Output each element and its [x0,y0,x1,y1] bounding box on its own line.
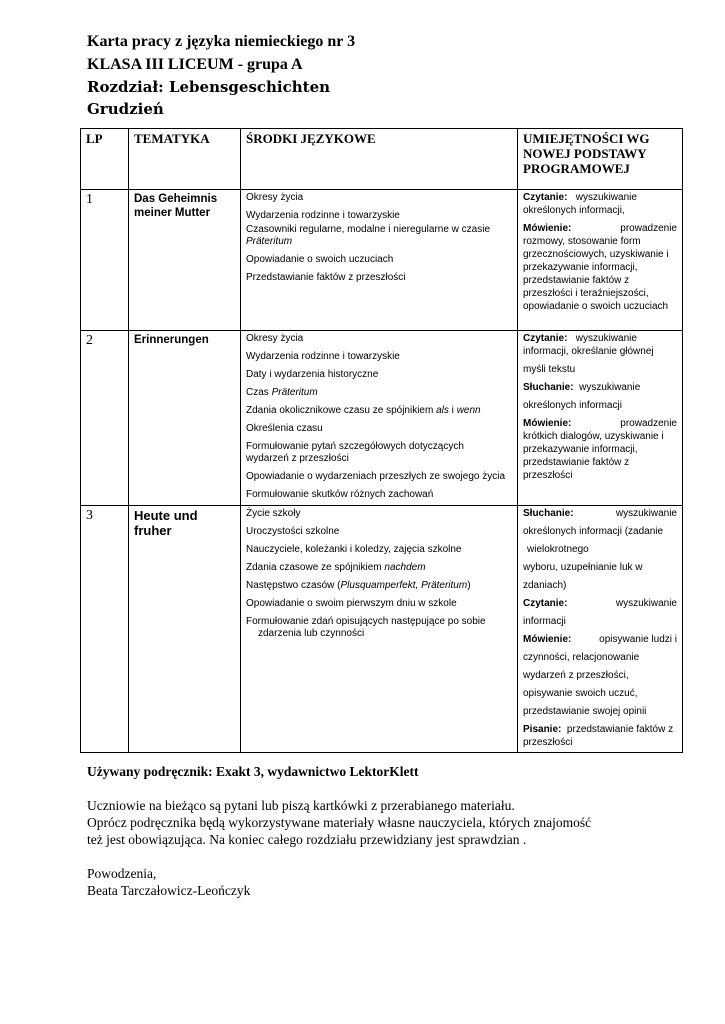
skill-text: wyszukiwanie [575,333,637,344]
list-item: Okresy życia [246,333,304,344]
skill-text: wyszukiwanie [615,508,677,519]
list-item [246,387,512,399]
skill-text: przedstawianie faktów z [566,724,674,735]
skill-line: opisywanie swoich uczuć, [523,688,638,699]
header-umiejetnosci [518,129,683,190]
skill-line: przedstawianie faktów z [523,457,630,468]
chapter-label: Rozdział: Lebensgeschichten [87,78,331,96]
list-item: Życie szkoły [246,508,301,519]
list-item-text: Zdania czasowe ze spójnikiem [246,562,382,573]
skill-line: określonych informacji, [523,205,625,216]
row-topic [129,506,241,753]
list-item [246,562,512,574]
table-header-row [81,129,683,190]
list-item: Opowiadanie o wydarzeniach przeszłych ze swojego życia [246,471,506,482]
skill-text: wyszukiwanie [575,192,637,203]
skill-line [523,508,677,520]
list-item [246,224,512,248]
topic-line: Erinnerungen [134,334,209,346]
row-skills [518,190,683,331]
curriculum-table [80,128,683,753]
list-item: Opowiadanie o swoich uczuciach [246,254,394,265]
list-item: Daty i wydarzenia historyczne [246,369,379,380]
list-item-italic: wenn [456,405,481,416]
skill-line: przeszłości [523,470,573,481]
skill-line: informacji [523,616,566,627]
list-item: Przedstawianie faktów z przeszłości [246,272,406,283]
list-item-italic: nachdem [384,562,426,573]
list-item-italic: Präteritum [246,236,293,247]
header-umiejetnosci-line: NOWEJ PODSTAWY [523,146,647,161]
list-item: Formułowanie skutków różnych zachowań [246,489,434,500]
row-language-means [241,506,518,753]
skill-line: wielokrotnego [527,544,589,555]
skill-line: przedstawianie swojej opinii [523,706,647,717]
list-item: Nauczyciele, koleżanki i koledzy, zajęcia szkolne [246,544,462,555]
class-label: KLASA III LICEUM - grupa A [87,56,303,73]
worksheet-title: Karta pracy z języka niemieckiego nr 3 [87,33,356,50]
textbook-line: Używany podręcznik: Exakt 3, wydawnictwo LektorKlett [87,764,419,779]
header-lp: LP [81,129,129,190]
list-item-text: i [451,405,454,416]
row-number: 1 [81,190,129,331]
skill-line: przekazywanie informacji, [523,262,638,273]
list-item-text: Czasowniki regularne, modalne i nieregularne w czasie [246,224,491,235]
skill-label-mowienie: Mówienie: [523,223,572,234]
skill-text: wyszukiwanie [615,598,677,609]
table-row [81,331,683,506]
skill-label-sluchanie: Słuchanie: [523,382,574,393]
skill-line [523,333,677,345]
signature: Beata Tarczałowicz-Leończyk [87,883,251,898]
skill-label-czytanie: Czytanie: [523,192,568,203]
skill-line [523,382,677,394]
skill-line: zdaniach) [523,580,567,591]
row-skills [518,506,683,753]
header-tematyka: TEMATYKA [129,129,241,190]
topic-line: Heute und [134,508,198,523]
info-paragraph-line: Oprócz podręcznika będą wykorzystywane materiały własne nauczyciela, których znajomość [87,815,592,830]
skill-label-mowienie: Mówienie: [523,634,572,645]
list-item [246,580,512,592]
list-item: Określenia czasu [246,423,323,434]
skill-line [523,192,677,204]
skill-line: grzecznościowych, uzyskiwanie i [523,249,669,260]
list-item-text: wydarzeń z przeszłości [246,453,349,464]
skill-line: informacji, określanie głównej [523,346,654,357]
header-srodki: ŚRODKI JĘZYKOWE [241,129,518,190]
table-row [81,190,683,331]
skill-line [523,724,677,736]
skill-text: prowadzenie [620,223,677,234]
row-topic [129,331,241,506]
list-item: Okresy życia [246,192,304,203]
greeting: Powodzenia, [87,866,157,881]
skill-line: wyboru, uzupełnianie luk w [523,562,643,573]
list-item: Wydarzenia rodzinne i towarzyskie [246,210,400,221]
list-item-italic: Präteritum [271,387,318,398]
skill-line: określonych informacji [523,400,622,411]
row-number: 2 [81,331,129,506]
skill-line: wydarzeń z przeszłości, [523,670,629,681]
list-item-italic: als [436,405,449,416]
skill-text: opisywanie ludzi i [599,634,677,645]
skill-label-czytanie: Czytanie: [523,333,568,344]
skill-line: rozmowy, stosowanie form [523,236,641,247]
skill-line [523,598,677,610]
row-language-means [241,190,518,331]
skill-label-mowienie: Mówienie: [523,418,572,429]
skill-line: myśli tekstu [523,364,576,375]
skill-line [523,634,677,646]
topic-line: Das Geheimnis [134,193,218,205]
skill-line: przeszłości [523,737,573,748]
info-paragraph-line: Uczniowie na bieżąco są pytani lub piszą kartkówki z przerabianego materiału. [87,798,515,813]
skill-line [523,418,677,430]
skill-line [523,223,677,235]
skill-text: wyszukiwanie [579,382,641,393]
list-item-text: Czas [246,387,269,398]
list-item-italic: Plusquamperfekt, Präteritum [340,580,468,591]
skill-line: przeszłości i teraźniejszości, [523,288,649,299]
skill-line: czynności, relacjonowanie [523,652,640,663]
row-language-means [241,331,518,506]
list-item-text: Następstwo czasów ( [246,580,341,591]
skill-label-czytanie: Czytanie: [523,598,568,609]
month-label: Grudzień [87,100,164,118]
list-item [246,616,512,640]
header-umiejetnosci-line: PROGRAMOWEJ [523,161,630,176]
row-skills [518,331,683,506]
list-item [246,441,512,465]
skill-line: krótkich dialogów, uzyskiwanie i [523,431,664,442]
list-item: Uroczystości szkolne [246,526,340,537]
row-number: 3 [81,506,129,753]
skill-line: przedstawianie faktów z [523,275,630,286]
skill-line: określonych informacji (zadanie [523,526,664,537]
row-topic [129,190,241,331]
topic-line: meiner Mutter [134,207,211,219]
table-row [81,506,683,753]
topic-line: fruher [134,523,172,538]
skill-text: prowadzenie [620,418,677,429]
list-item: Wydarzenia rodzinne i towarzyskie [246,351,400,362]
list-item-text: ) [467,580,471,591]
header-umiejetnosci-line: UMIEJĘTNOŚCI WG [523,131,650,146]
info-paragraph-line: też jest obowiązująca. Na koniec całego rozdziału przewidziany jest sprawdzian . [87,832,527,847]
list-item-text: Formułowanie zdań opisujących następujące po sobie [246,616,486,627]
skill-line: przekazywanie informacji, [523,444,638,455]
list-item: Opowiadanie o swoim pierwszym dniu w szkole [246,598,457,609]
skill-label-pisanie: Pisanie: [523,724,562,735]
list-item-text: Zdania okolicznikowe czasu ze spójnikiem [246,405,434,416]
list-item [246,405,512,417]
skill-line: opowiadanie o swoich uczuciach [523,301,669,312]
list-item-text: zdarzenia lub czynności [258,628,365,639]
skill-label-sluchanie: Słuchanie: [523,508,574,519]
list-item-text: Formułowanie pytań szczegółowych dotyczących [246,441,464,452]
